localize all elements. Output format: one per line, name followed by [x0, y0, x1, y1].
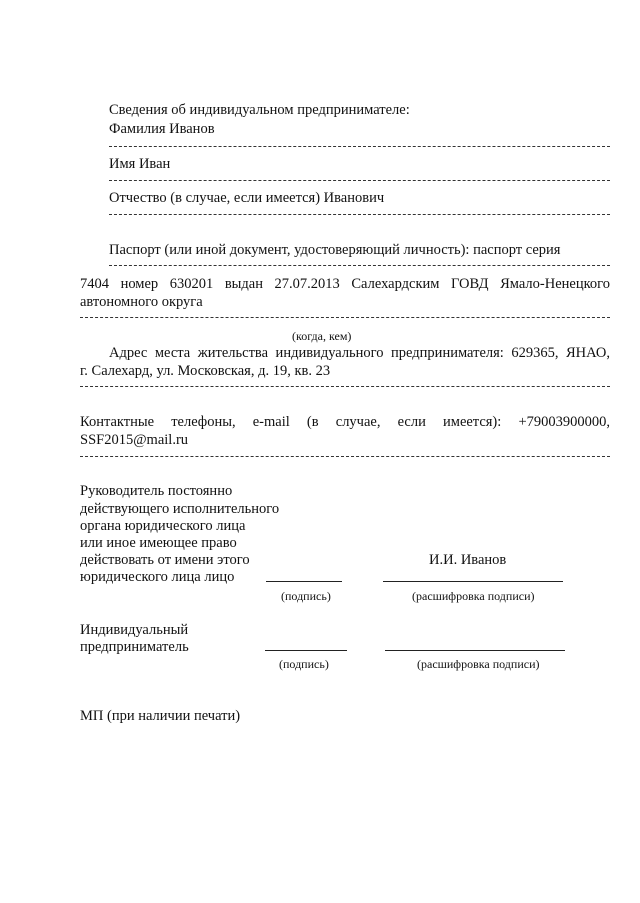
separator	[80, 456, 610, 457]
signature-caption: (подпись)	[281, 589, 331, 603]
head-name: И.И. Иванов	[429, 552, 507, 568]
separator	[109, 180, 610, 181]
name-line: Имя Иван	[109, 156, 171, 172]
passport-caption: (когда, кем)	[292, 329, 352, 343]
signature-line	[266, 581, 342, 582]
entrepreneur-heading: Сведения об индивидуальном предпринимателе:	[109, 102, 410, 118]
seal-note: МП (при наличии печати)	[80, 708, 241, 724]
separator	[109, 146, 610, 147]
decoding-line	[383, 581, 563, 582]
head-label-line: или иное имеющее право	[80, 535, 237, 551]
head-label-line: действующего исполнительного	[80, 501, 280, 517]
surname-line: Фамилия Иванов	[109, 121, 215, 137]
separator	[109, 265, 610, 266]
passport-line-3: автономного округа	[80, 294, 203, 310]
passport-line-1: Паспорт (или иной документ, удостоверяющий личность): паспорт серия	[109, 242, 561, 258]
head-label-line: Руководитель постоянно	[80, 483, 233, 499]
decoding-caption: (расшифровка подписи)	[412, 589, 535, 603]
ip-label-line: предприниматель	[80, 639, 189, 655]
contacts-line-2: SSF2015@mail.ru	[80, 432, 189, 448]
contacts-line-1: Контактные телефоны, e-mail (в случае, если имеется): +79003900000,	[80, 414, 610, 430]
passport-line-2: 7404 номер 630201 выдан 27.07.2013 Салехардским ГОВД Ямало-Ненецкого	[80, 276, 610, 292]
decoding-line	[385, 650, 565, 651]
head-label-line: юридического лица лицо	[80, 569, 235, 585]
separator	[109, 214, 610, 215]
separator	[80, 386, 610, 387]
head-label-line: действовать от имени этого	[80, 552, 250, 568]
head-label-line: органа юридического лица	[80, 518, 246, 534]
signature-line	[265, 650, 347, 651]
separator	[80, 317, 610, 318]
patronymic-line: Отчество (в случае, если имеется) Иванович	[109, 190, 385, 206]
signature-caption: (подпись)	[279, 657, 329, 671]
decoding-caption: (расшифровка подписи)	[417, 657, 540, 671]
address-line-1: Адрес места жительства индивидуального предпринимателя: 629365, ЯНАО,	[109, 345, 610, 361]
address-line-2: г. Салехард, ул. Московская, д. 19, кв. 23	[80, 363, 331, 379]
ip-label-line: Индивидуальный	[80, 622, 189, 638]
